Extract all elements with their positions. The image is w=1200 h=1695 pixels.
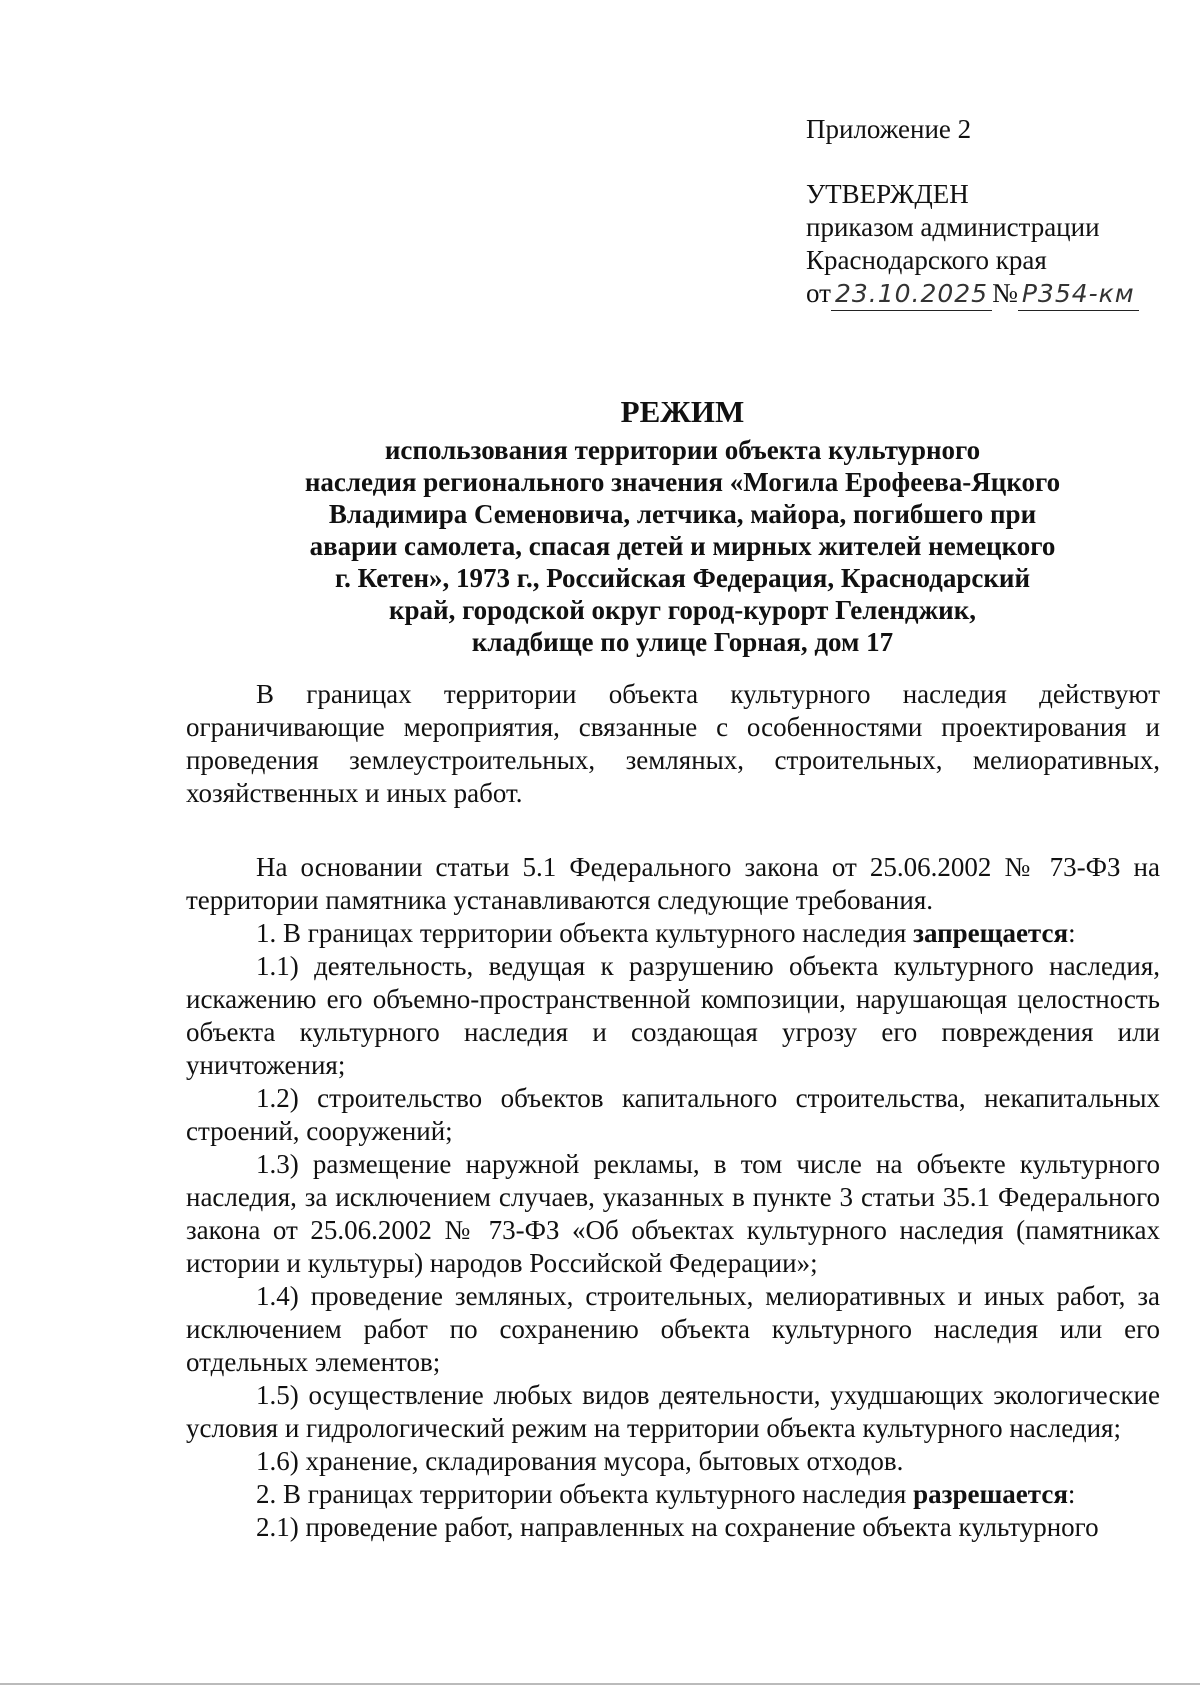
date-prefix: от (806, 278, 831, 308)
item-2-1: 2.1) проведение работ, направленных на сохранение объекта культурного (256, 1512, 1099, 1542)
page-bottom-rule (0, 1683, 1200, 1685)
section-1-text: 1. В границах территории объекта культурного наследия (256, 918, 914, 948)
item-1-5: 1.5) осуществление любых видов деятельности, ухудшающих экологические условия и гидрологический режим на территории объекта культурного наследия; (186, 1380, 1160, 1443)
section-2-text: 2. В границах территории объекта культурного наследия (256, 1479, 914, 1509)
approval-block (806, 113, 1166, 311)
order-date-number (806, 277, 1166, 311)
document-body (186, 678, 1160, 1544)
handwritten-date: 23.10.2025 (831, 277, 992, 311)
title-line-4: аварии самолета, спасая детей и мирных жителей немецкого (309, 531, 1056, 561)
number-prefix: № (992, 278, 1018, 308)
item-1-1: 1.1) деятельность, ведущая к разрушению объекта культурного наследия, искажению его объемно-пространственной композиции, нарушающая целостность объекта культурного наследия и создающая угрозу его повреждения или уничтожения; (186, 951, 1160, 1080)
section-1-heading (186, 917, 1160, 950)
title-line-6: край, городской округ город-курорт Геленджик, (388, 595, 977, 625)
appendix-label: Приложение 2 (806, 114, 972, 144)
title-line-2: наследия регионального значения «Могила Ерофеева-Яцкого (304, 467, 1061, 497)
section-2-heading (186, 1478, 1160, 1511)
item-1-2: 1.2) строительство объектов капитального строительства, некапитальных строений, сооружений; (186, 1083, 1160, 1146)
item-1-6: 1.6) хранение, складирования мусора, бытовых отходов. (256, 1446, 904, 1476)
item-1-4: 1.4) проведение земляных, строительных, мелиоративных и иных работ, за исключением работ по сохранению объекта культурного наследия или его отдельных элементов; (186, 1281, 1160, 1377)
approval-line-1: приказом администрации (806, 212, 1100, 242)
intro-paragraph: В границах территории объекта культурного наследия действуют ограничивающие мероприятия, связанные с особенностями проектирования и проведения землеустроительных, земляных, строительных, мелиоративных, хозяйственных и иных работ. (186, 679, 1160, 808)
title-head: РЕЖИМ (620, 394, 745, 429)
title-line-3: Владимира Семеновича, летчика, майора, погибшего при (328, 499, 1037, 529)
title-line-1: использования территории объекта культурного (384, 435, 981, 465)
section-2-colon: : (1067, 1479, 1076, 1509)
basis-paragraph: На основании статьи 5.1 Федерального закона от 25.06.2002 № 73-ФЗ на территории памятника устанавливаются следующие требования. (186, 852, 1160, 915)
title-line-7: кладбище по улице Горная, дом 17 (471, 627, 894, 657)
approval-line-2: Краснодарского края (806, 245, 1047, 275)
document-title (120, 392, 1200, 658)
section-2-bold: разрешается (913, 1479, 1068, 1509)
title-line-5: г. Кетен», 1973 г., Российская Федерация, Краснодарский (334, 563, 1031, 593)
item-1-3: 1.3) размещение наружной рекламы, в том числе на объекте культурного наследия, за исключением случаев, указанных в пункте 3 статьи 35.1 Федерального закона от 25.06.2002 № 73-ФЗ «Об объектах культурного наследия (памятниках истории и культуры) народов Российской Федерации»; (186, 1149, 1160, 1278)
section-1-colon: : (1068, 918, 1076, 948)
approved-label: УТВЕРЖДЕН (806, 179, 969, 209)
handwritten-number: Р354-км (1018, 277, 1139, 311)
section-1-bold: запрещается (913, 918, 1069, 948)
